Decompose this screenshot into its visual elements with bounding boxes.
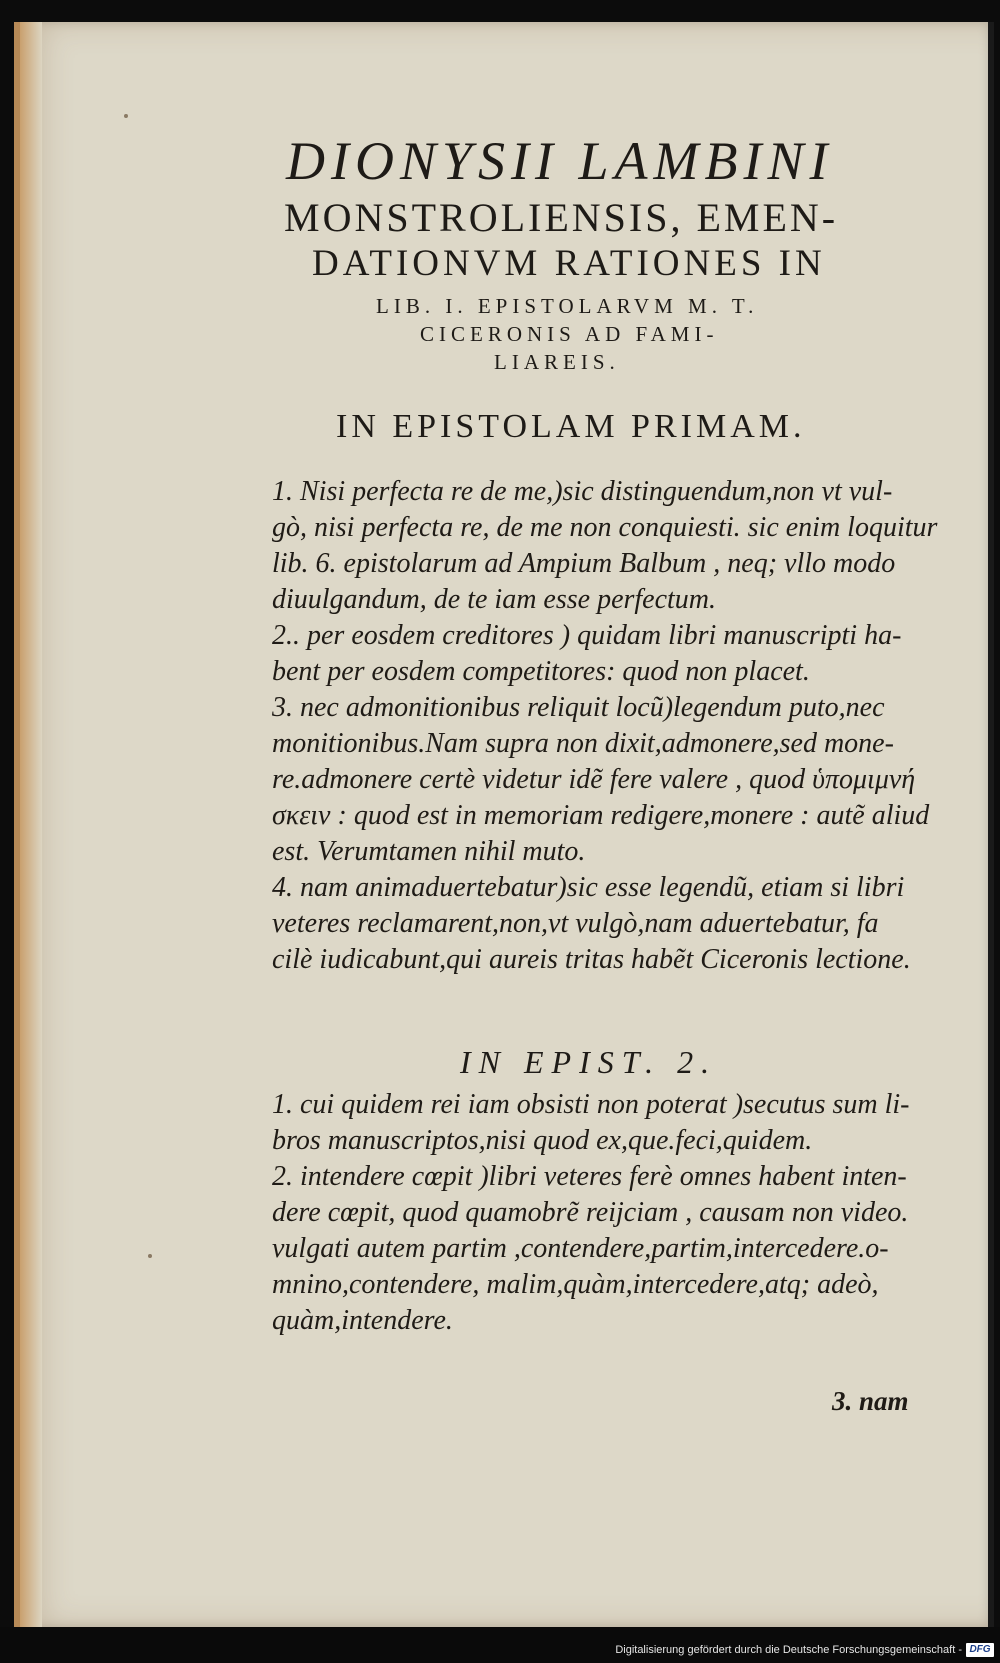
text-line: 3. nec admonitionibus reliquit locũ)legendum puto,nec [272, 692, 885, 723]
text-line: 2.. per eosdem creditores ) quidam libri manuscripti ha- [272, 620, 902, 651]
section-heading-epistola-1: IN EPISTOLAM PRIMAM. [336, 408, 806, 445]
text-line: σκειν : quod est in memoriam redigere,monere : autẽ aliud [272, 800, 930, 831]
catchword: 3. nam [832, 1386, 909, 1416]
text-line: 2. intendere cœpit )libri veteres ferè omnes habent inten- [272, 1161, 907, 1192]
text-line: 4. nam animaduertebatur)sic esse legendũ, etiam si libri [272, 872, 905, 903]
text-line: diuulgandum, de te iam esse perfectum. [272, 584, 717, 615]
text-line: veteres reclamarent,non,vt vulgò,nam aduertebatur, fa [272, 908, 879, 939]
title-line-3: DATIONVM RATIONES IN [312, 243, 826, 284]
footer-bar [0, 1627, 1000, 1663]
title-line-1: DIONYSII LAMBINI [286, 131, 834, 191]
scanned-page [14, 22, 994, 1627]
dfg-logo-icon: DFG [966, 1643, 994, 1657]
title-line-5: CICERONIS AD FAMI- [420, 322, 719, 346]
text-line: lib. 6. epistolarum ad Ampium Balbum , neq; vllo modo [272, 548, 896, 579]
text-line: bros manuscriptos,nisi quod ex,que.feci,quidem. [272, 1125, 813, 1156]
text-line: mnino,contendere, malim,quàm,intercedere,atq; adeò, [272, 1269, 879, 1300]
paper-speck [148, 1254, 152, 1258]
text-line: quàm,intendere. [272, 1305, 453, 1336]
book-spine-edge [20, 22, 42, 1627]
text-line: bent per eosdem competitores: quod non placet. [272, 656, 810, 687]
text-line: re.admonere certè videtur idẽ fere valere , quod ὑπομιμνή [272, 764, 916, 795]
title-line-2: MONSTROLIENSIS, EMEN- [284, 195, 839, 240]
text-line: cilè iudicabunt,qui aureis tritas habẽt Ciceronis lectione. [272, 944, 911, 975]
text-line: dere cœpit, quod quamobrẽ reijciam , causam non video. [272, 1197, 909, 1228]
page-edge-shadow [988, 22, 994, 1627]
text-line: gò, nisi perfecta re, de me non conquiesti. sic enim loquitur [272, 512, 938, 543]
section-text-epistola-1 [272, 474, 972, 978]
section-text-epistola-2 [272, 1087, 972, 1339]
title-line-4: LIB. I. EPISTOLARVM M. T. [376, 294, 759, 318]
funding-credit: Digitalisierung gefördert durch die Deutsche Forschungsgemeinschaft - [615, 1644, 962, 1656]
text-line: monitionibus.Nam supra non dixit,admonere,sed mone- [272, 728, 894, 759]
text-line: 1. Nisi perfecta re de me,)sic distinguendum,non vt vul- [272, 476, 893, 507]
text-line: vulgati autem partim ,contendere,partim,intercedere.o- [272, 1233, 889, 1264]
section-heading-epistola-2: IN EPIST. 2. [460, 1044, 718, 1080]
title-line-6: LIAREIS. [494, 350, 620, 374]
paper-speck [124, 114, 128, 118]
text-line: est. Verumtamen nihil muto. [272, 836, 586, 867]
text-line: 1. cui quidem rei iam obsisti non poterat )secutus sum li- [272, 1089, 910, 1120]
